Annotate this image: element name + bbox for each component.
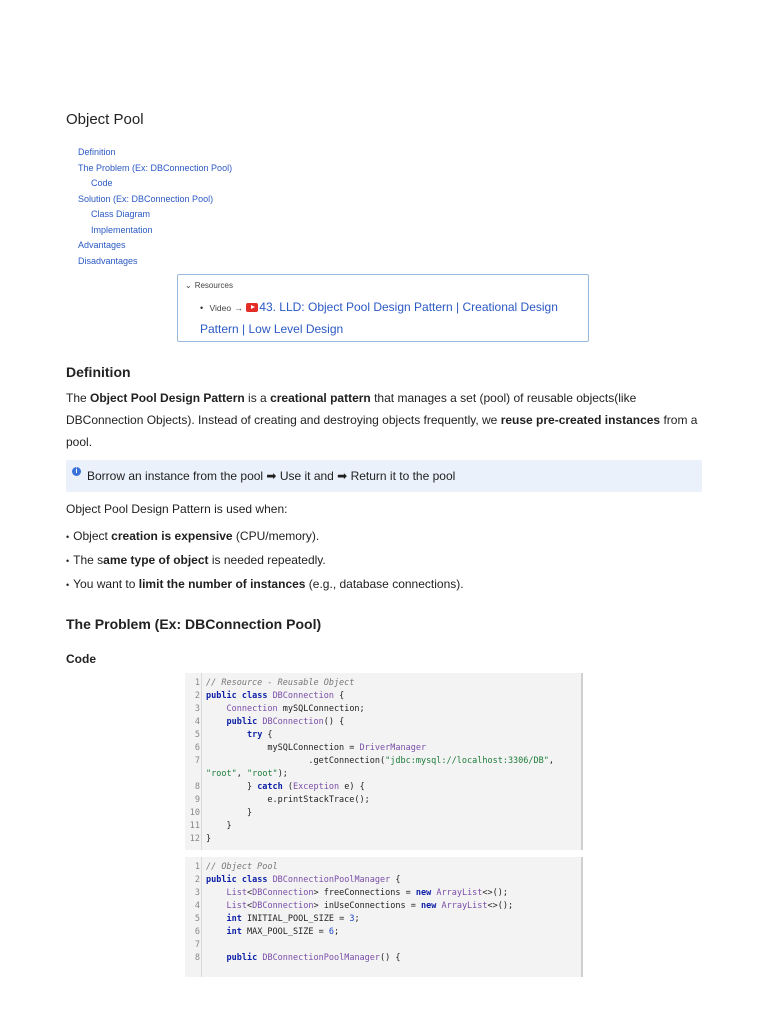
list-item: [66, 549, 464, 573]
code-text: int INITIAL_POOL_SIZE = 3;: [226, 914, 360, 924]
line-number: 10: [189, 808, 200, 818]
chevron-down-icon: ⌄: [185, 281, 192, 290]
toc-link[interactable]: Class Diagram: [91, 209, 151, 219]
code-text: try {: [246, 730, 273, 740]
problem-heading: The Problem (Ex: DBConnection Pool): [66, 616, 322, 632]
toc-link[interactable]: Advantages: [78, 240, 126, 250]
code-text: .getConnection("jdbc:mysql://localhost:3306/DB",: [206, 756, 555, 766]
list-item: [66, 573, 464, 597]
bold-run: limit the number of instances: [138, 577, 306, 591]
line-number: 4: [194, 717, 200, 727]
code-text: } catch (Exception e) {: [206, 782, 365, 792]
text-run: You want to: [73, 577, 139, 591]
code-text: mySQLConnection = DriverManager: [206, 743, 427, 753]
code-text: e.printStackTrace();: [206, 795, 370, 805]
code-text: int MAX_POOL_SIZE = 6;: [226, 927, 340, 937]
toc-link[interactable]: Disadvantages: [78, 255, 138, 266]
text-run: that manages a set (pool) of reusable objects(like DBConnection Objects). Instead of creating and destroying objects frequently, we: [66, 391, 637, 427]
code-text: List<DBConnection> freeConnections = new ArrayList<>();: [226, 888, 509, 898]
text-run: from a pool.: [66, 413, 698, 449]
page-title: Object Pool: [66, 111, 144, 128]
line-number: 1: [194, 862, 200, 872]
line-number: 3: [194, 704, 200, 714]
video-label: Video: [209, 303, 232, 313]
code-text: public class DBConnectionPoolManager {: [206, 875, 401, 885]
line-number: 12: [189, 834, 200, 844]
youtube-icon: [246, 303, 258, 312]
code-text: Connection mySQLConnection;: [226, 704, 365, 714]
line-number: 1: [194, 678, 200, 688]
text-run: The: [66, 391, 91, 405]
line-number: 6: [194, 927, 200, 937]
bold-run: reuse pre-created instances: [500, 413, 661, 427]
line-number: 2: [194, 691, 200, 701]
code-text: public class DBConnection {: [206, 691, 345, 701]
callout-text: Borrow an instance from the pool ➡ Use it and ➡ Return it to the pool: [87, 469, 456, 483]
uses-list: [66, 525, 464, 597]
line-number: 3: [194, 888, 200, 898]
definition-heading: Definition: [66, 364, 131, 380]
code-block-2: [185, 857, 583, 977]
code-text: }: [206, 834, 212, 844]
toc-link[interactable]: Solution (Ex: DBConnection Pool): [78, 193, 214, 204]
line-number: 7: [194, 940, 200, 950]
resources-list: [200, 297, 585, 340]
text-run: The s: [73, 553, 104, 567]
line-number: 8: [194, 782, 200, 792]
line-number: 8: [194, 953, 200, 963]
info-icon: i: [72, 467, 81, 476]
text-run: (e.g., database connections).: [305, 577, 464, 591]
line-number: 4: [194, 901, 200, 911]
toc-link[interactable]: The Problem (Ex: DBConnection Pool): [78, 162, 233, 173]
code-text: // Resource - Reusable Object: [206, 678, 355, 688]
line-number: 7: [194, 756, 200, 766]
arrow-text: →: [234, 303, 243, 313]
bold-run: creation is expensive: [111, 529, 233, 543]
used-when-text: Object Pool Design Pattern is used when:: [66, 502, 288, 516]
bold-run: Object Pool Design Pattern: [90, 391, 245, 405]
toc-link[interactable]: Code: [91, 178, 113, 188]
code-text: "root", "root");: [206, 769, 288, 779]
text-run: is needed repeatedly.: [208, 553, 326, 567]
line-number: 5: [194, 914, 200, 924]
resources-header-label: Resources: [194, 281, 233, 290]
text-run: Object: [73, 529, 112, 543]
text-run: is a: [244, 391, 271, 405]
line-number: 11: [189, 821, 200, 831]
code-text: public DBConnection() {: [226, 717, 345, 727]
code-text: // Object Pool: [206, 862, 278, 872]
code-heading: Code: [66, 652, 96, 666]
list-item: [66, 525, 464, 549]
definition-paragraph: [66, 387, 706, 453]
resources-panel: [177, 274, 589, 342]
toc-link[interactable]: Definition: [78, 147, 116, 157]
code-block-1: [185, 673, 583, 850]
code-text: }: [206, 808, 253, 818]
text-run: (CPU/memory).: [232, 529, 320, 543]
table-of-contents: [78, 145, 232, 269]
line-number: 2: [194, 875, 200, 885]
line-number: 6: [194, 743, 200, 753]
bullet: •: [200, 303, 204, 313]
code-text: List<DBConnection> inUseConnections = new ArrayList<>();: [226, 901, 514, 911]
toc-link[interactable]: Implementation: [91, 224, 153, 235]
code-text: public DBConnectionPoolManager() {: [226, 953, 401, 963]
line-number: 9: [194, 795, 200, 805]
line-number: 5: [194, 730, 200, 740]
bold-run: creational pattern: [270, 391, 371, 405]
bold-run: ame type of object: [103, 553, 209, 567]
resources-toggle[interactable]: [185, 281, 233, 290]
info-callout: [66, 460, 702, 492]
video-link[interactable]: 43. LLD: Object Pool Design Pattern | Creational Design Pattern | Low Level Design: [200, 300, 558, 336]
code-text: }: [206, 821, 232, 831]
